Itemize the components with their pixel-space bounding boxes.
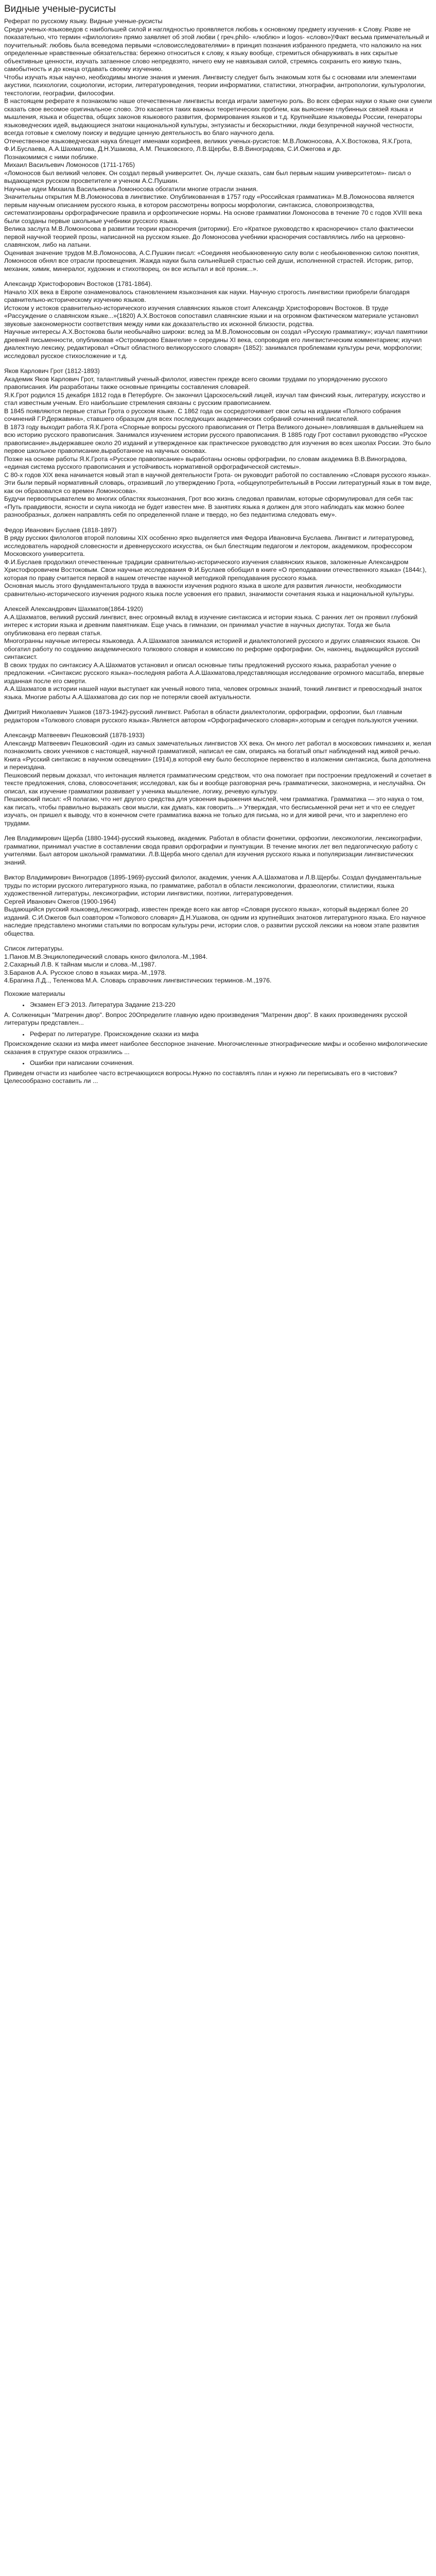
scholar-paragraph: Я.К.Грот родился 15 декабря 1812 года в Петербурге. Он закончил Царскосельский лицей, изучал там финский язык, литературу, искусство и стал известным ученым. Его наибольшие стремления связаны с русским правописанием. — [4, 391, 426, 406]
scholar-paragraph: В ряду русских филологов второй половины XIX особенно ярко выделяется имя Федора Ивановича Буслаева. Лингвист и литературовед, исследователь народной словесности и древнерусского искусства, он был блестящим педагогом и лектором, академиком, профессором Московского университета. — [4, 534, 414, 557]
reference-item: 4.Брагина Л.Д.., Теленкова М.А. Словарь справочник лингвистических терминов.-М.,1976. — [4, 977, 272, 984]
similar-title: Похожие материалы — [4, 990, 65, 997]
scholar-paragraph: С 80-х годов XIX века начинается новый этап в научной деятельности Грота- он руководит работой по составлению «Словаря русского языка». Эти были первый нормативный словарь, отразивший ,по утверждению Грота, «общеупотребительный в России литературный язык в том виде, как он образовался со времен Ломоносова». — [4, 471, 431, 495]
scholar-paragraph: Основная мысль этого фундаментального труда в важности изучения родного языка в школе для развития личности, необходимости сравнительно-исторического изучения родного языка после усвоения его правил, значимости сочетания языка и национальной культуры. — [4, 582, 414, 598]
reference-item: 1.Панов.М.В.Энциклопедический словарь юного филолога.-М.,1984. — [4, 953, 208, 960]
scholar-heading: Александр Христофорович Востоков (1781-1864). — [4, 280, 152, 287]
scholar-section — [4, 732, 432, 827]
scholar-section — [4, 835, 432, 867]
intro-paragraph: Чтобы изучать язык научно, необходимы многие знания и умения. Лингвисту следует быть знакомым хотя бы с основами или элементами акустики, психологии, социологии, истории, литературоведения, теории информатики, статистики, этнографии, антропологии, культурологии, текстологии, географии, философии. — [4, 73, 426, 97]
similar-link[interactable]: • Реферат по литературе. Происхождение сказки из мифа — [29, 1030, 432, 1039]
scholar-paragraph: «Ломоносов был великий человек. Он создал первый университет. Он, лучше сказать, сам был первым нашим университетом»- писал о выдающемся русском просветителе и ученом А.С.Пушкин. — [4, 169, 411, 184]
article — [0, 0, 436, 1091]
scholar-paragraph: Выдающийся русский языковед,лексикограф, известен прежде всего как автор «Словаря русского языка», который выдержал более 20 изданий. С.И.Ожегов был соавтором «Толкового словаря» Д.Н.Ушакова, он одним из крупнейших знатоков литературного языка. Его научное наследие представлено многими статьями по вопросам культуры речи, истории слов, о развитии русской лексики на новом этапе развития общества. — [4, 906, 426, 937]
scholar-section — [4, 280, 432, 360]
scholar-paragraph: Научные идеи Михаила Васильевича Ломоносова обогатили многие отрасли знания. — [4, 185, 258, 193]
scholar-paragraph: Значительны открытия М.В.Ломоносова в лингвистике. Опубликованная в 1757 году «Российская грамматика» М.В.Ломоносова является первым научным описанием русского языка, в котором рассмотрены вопросы морфологии, синтаксиса, словопроизводства, систематизированы орфографические правила и орфоэпические нормы. На основе грамматики Ломоносова в течение 70 с годов XVIII века были созданы первые школьные учебники русского языка. — [4, 193, 422, 225]
scholar-paragraph: Пешковский первым доказал, что интонация является грамматическим средством, что она помогает при построении предложений и сочетает в тексте предложения, слова, словосочетания; исследовал, как бы и вообще разговорная речь грамматически, закономерна, и неслучайна. Он описал, как изучение грамматики развивает у ученика мышление, логику, речевую культуру. — [4, 771, 432, 795]
scholar-section — [4, 161, 432, 273]
scholar-paragraph: Начало XIX века в Европе ознаменовалось становлением языкознания как науки. Научную строгость лингвистики приобрели благодаря сравнительно-историческому изучению языков. — [4, 288, 410, 303]
similar-excerpt: Приведем отчасти из наиболее часто встречающихся вопросы.Нужно по составлять план и нужно ли переписывать его в чистовик?Целесообразно составить ли ... — [4, 1069, 397, 1084]
scholar-heading: Александр Матвеевич Пешковский (1878-1933) — [4, 732, 145, 739]
scholar-heading: Яков Карлович Грот (1812-1893) — [4, 367, 100, 375]
scholar-heading: Алексей Александрович Шахматов(1864-1920) — [4, 605, 143, 613]
similar-link[interactable]: • Ошибки при написании сочинения. — [29, 1059, 432, 1067]
intro-paragraph: Отечественное языковедческая наука блещет именами корифеев, великих ученых-русистов: М.В.Ломоносова, А.Х.Востокова, Я.К.Грота, Ф.И.Буслаева, А.А.Шахматова, Д.Н.Ушакова, А.М. Пешковского, Л.В.Щербы, В.В.Виноградова, С.И.Ожегова и др. — [4, 137, 412, 152]
similar-materials — [4, 990, 432, 1086]
scholar-paragraph: Пешковский писал: «Я полагаю, что нет другого средства для усвоения выражения мыслей, чем грамматика. Грамматика — это наука о том, как писать, чтобы правильно выражать свои мысли, как думать, как говорить...» Утверждая, что бесписьменной речи нет и что ее следует изучать, он пришел к выводу, что в конечном счете грамматика важна не только для письма, но и для живой речи, что и закреплено его трудами. — [4, 795, 424, 827]
intro-section — [4, 18, 432, 161]
similar-list — [4, 1030, 432, 1039]
intro-paragraph: В настоящем реферате я познакомлю наше отечественные лингвисты всегда играли заметную роль. Во всех сферах науки о языке они сумели сказать свое весомое оригинальное слово. Это касается таких важных теоретических проблем, как выяснение глубинных связей языка и мышления, языка и общества, общих законов языкового развития, формирования языков и т.д. Крупнейшие языковеды России, генераторы языковедческих идей, выдающиеся знатоки национальной культуры, энтузиасты и бескорыстники, люди безупречной научной честности, всегда готовые к смелому поиску и ведущие ценную деятельность во благо научного дела. — [4, 97, 432, 137]
reference-item: 3.Баранов А.А. Русское слово в языках мира.-М.,1978. — [4, 969, 167, 976]
scholar-paragraph: В 1845 появляются первые статьи Грота о русском языке. С 1862 года он сосредоточивает свои силы на издании «Полного собрания сочинений Г.Р.Державина», ставшего образцом для всех последующих академических собраний сочинений писателей. — [4, 407, 401, 422]
intro-paragraph: Среди ученых-языковедов с наибольшей силой и наглядностью проявляется любовь к основному предмету изучения- к Слову. Разве не показательно, что термин «филология» прямо заявляет об этой любви ( греч.philo- «люблю» и logos- «слово»)!Факт весьма примечательный и поучительный: любовь была всеведома первыми «словоисследователями» в принцип познания избранного предмета, что наложило на них определенные нравственные обязательства: бережно относиться к слову, к языку вообще, стремиться обнаруживать в них скрытые объективные ценности, изучать затаенное слово непредвзято, ничего ему не навязывая силой, стремясь сохранить его живую ткань, самобытность и до конца отдавать своему изучению. — [4, 25, 429, 73]
scholar-heading: Михаил Васильевич Ломоносов (1711-1765) — [4, 161, 135, 168]
intro-line: Реферат по русскому языку. Видные ученые-русисты — [4, 18, 163, 25]
scholar-paragraph: Сергей Иванович Ожегов (1900-1964) — [4, 897, 116, 905]
scholar-paragraph: А.А.Шахматов в истории нашей науки выступает как ученый нового типа, человек огромных знаний, тонкий лингвист и превосходный знаток языка. Многие работы А.А.Шахматова до сих пор не потеряли своей актуальности. — [4, 685, 422, 701]
scholar-heading: Лев Владимирович Щерба (1880-1944)-русский языковед, академик. Работал в области фонетики, орфоэпии, лексикологии, лексикографии, грамматики, принимал участие в составлении свода правил орфографии и пунктуации. В течение многих лет вел педагогическую работу с учителями. Был автором школьной грамматики. Л.В.Щерба много сделал для изучения русского языка и популяризации лингвистических знаний. — [4, 835, 423, 866]
scholar-paragraph: Будучи первооткрывателем во многих областях языкознания, Грот всю жизнь следовал правилам, которые сформулировал для себя так: «Путь правдивости, ясности и скупа никогда не будет известен мне. В занятиях языка я должен для этого наблюдать как можно более разнообразных, должен направлять себя по определенной плане и твердо, но без педантизма следовать ему». — [4, 495, 414, 518]
similar-link[interactable]: • Экзамен ЕГЭ 2013. Литература Задание 213-220 — [29, 1001, 432, 1009]
scholar-paragraph: Велика заслуга М.В.Ломоносова в развитии теории красноречия (риторики). Его «Краткое руководство к красноречию» стало фактически первой научной теорией прозы, написанной на русском языке. До Ломоносова учебники красноречия составлялись либо на церковно-славянском, либо на латыни. — [4, 225, 414, 248]
scholar-paragraph: Оценивая значение трудов М.В.Ломоносова, А.С.Пушкин писал: «Соединяя необыкновенную силу воли с необыкновенною силою понятия, Ломоносов обнял все отрасли просвещения. Жажда науки была сильнейшей страстью сей души, исполненной страстей. Историк, ритор, механик, химик, минералог, художник и стихотворец, он все испытал и всё проник...». — [4, 249, 420, 273]
scholar-paragraph: Академик Яков Карлович Грот, талантливый ученый-филолог, известен прежде всего своими трудами по упорядочению русского правописания. Им разработаны также основные принципы составления словарей. — [4, 375, 388, 391]
scholar-heading: Дмитрий Николаевич Ушаков (1873-1942)-русский лингвист. Работал в области диалектологии, орфографии, орфоэпии, был главным редактором «Толкового словаря русского языка».Является автором «Орфографического словаря»,которым и сегодня пользуются ученики. — [4, 708, 418, 724]
scholar-section — [4, 874, 432, 938]
similar-list — [4, 1059, 432, 1067]
references-title: Список литературы. — [4, 945, 64, 952]
page-title: Видные ученые-русисты — [4, 4, 116, 14]
scholar-paragraph: Александр Матвеевич Пешковский -один из самых замечательных лингвистов XX века. Он много лет работал в московских гимназиях и, желая познакомить своих учеников с настоящей, научной грамматикой, написал ее сам, опираясь на богатый опыт наблюдений над живой речью. Книга «Русский синтаксис в научном освещении» (1914),в которой ему было бесспорное первенство в изложении синтаксиса, была дополнена и переиздана. — [4, 739, 431, 771]
similar-list — [4, 1001, 432, 1009]
scholar-paragraph: Многогранны научные интересы языковеда. А.А.Шахматов занимался историей и диалектологией русского и других славянских языков. Он обогатил работу по созданию академического толкового словаря и комиссию по реформе орфографии. Он, наконец, выдающийся русский синтаксист. — [4, 637, 420, 660]
scholar-paragraph: Научные интересы А.Х.Востокова были необычайно широки: вслед за М.В.Ломоносовым он создал «Русскую грамматику»; изучал памятники древней письменности, опубликовав «Остромирово Евангелие » середины XI века, сопроводив его лингвистическим комментарием; изучил диалектную лексику, редактировал «Опыт областного великорусского словаря» (1852): занимался проблемами культуры речи, морфологии; исследовал русское стихосложение и т.д. — [4, 328, 428, 360]
scholar-heading: Федор Иванович Буслаев (1818-1897) — [4, 526, 117, 534]
reference-item: 2.Сахарный Л.В. К тайнам мысли и слова.-М.,1987. — [4, 961, 156, 968]
references-section — [4, 945, 432, 985]
similar-excerpt: Происхождение сказки из мифа имеет наиболее бесспорное значение. Многочисленные этнографические мифы и особенно мифологические сказания в структуре сказок отразились ... — [4, 1040, 428, 1056]
scholar-paragraph: Позже на основе работы Я.К.Грота «Русское правописание» выработаны основы орфографии, по словам академика В.В.Виноградова, «единая система русского правописания и устойчивость нормативной орфографической системы». — [4, 455, 407, 470]
scholar-section — [4, 367, 432, 519]
scholar-section — [4, 605, 432, 701]
scholar-paragraph: Истоком у истоков сравнительно-исторического изучения славянских языков стоит Александр Христофорович Востоков. В труде «Рассуждение о славянском языке...»(1820) А.Х.Востоков сопоставил славянские языки и на огромном фактическом материале установил звуковые закономерности соответствия между ними как доказательство их исконной близости, родства. — [4, 304, 419, 328]
scholar-heading: Виктор Владимирович Виноградов (1895-1969)-русский филолог, академик, ученик А.А.Шахматова и Л.В.Щербы. Создал фундаментальные труды по истории русского литературного языка, по грамматике, работал в области лексикологии, фразеологии, стилистики, языка художественной литературы, лексикографии, истории лингвистики, поэтики, литературоведения. — [4, 874, 422, 897]
scholar-section — [4, 708, 432, 724]
similar-excerpt: А. Солженицын "Матренин двор". Вопрос 20Определите главную идею произведения "Матренин двор". В каких произведениях русской литературы представлен... — [4, 1011, 408, 1026]
scholar-paragraph: В 1873 году выходит работа Я.К.Грота «Спорные вопросы русского правописания от Петра Великого доныне»,повлиявшая в дальнейшем на всю историю русского правописания. Занимался изучением истории русского правописания. В 1885 году Грот составил руководство «Русское правописание»,выдержавшее около 20 изданий и утвержденное как практическое руководство для изучения во всех школах России. Это было первое школьное правописание,выработанное на научных основах. — [4, 423, 431, 454]
scholar-paragraph: Ф.И.Буслаев продолжил отечественные традиции сравнительно-исторического изучения славянских языков, заложенные Александром Христофоровичем Востоковым. Свои научные исследования Ф.И.Буслаев обобщил в книге «О преподавании отечественного языка» (1844г.), которая по праву считается первой в нашем отечестве научной методикой преподавания русского языка. — [4, 558, 427, 582]
scholar-section — [4, 527, 432, 599]
intro-paragraph: Познакомимся с ними поближе. — [4, 153, 99, 161]
scholar-paragraph: А.А.Шахматов, великий русский лингвист, внес огромный вклад в изучение синтаксиса и истории языка. С ранних лет он проявил глубокий интерес к истории языка и древним памятникам. Еще учась в гимназии, он принимал участие в научных диспутах. Тогда же была опубликована его первая статья. — [4, 613, 418, 637]
scholar-paragraph: В своих трудах по синтаксису А.А.Шахматов установил и описал основные типы предложений русского языка, разработал учение о предложении. «Синтаксис русского языка»-последняя работа А.А.Шахматова,представляющая исследование огромного масштаба, впервые изданная после его смерти. — [4, 661, 424, 685]
